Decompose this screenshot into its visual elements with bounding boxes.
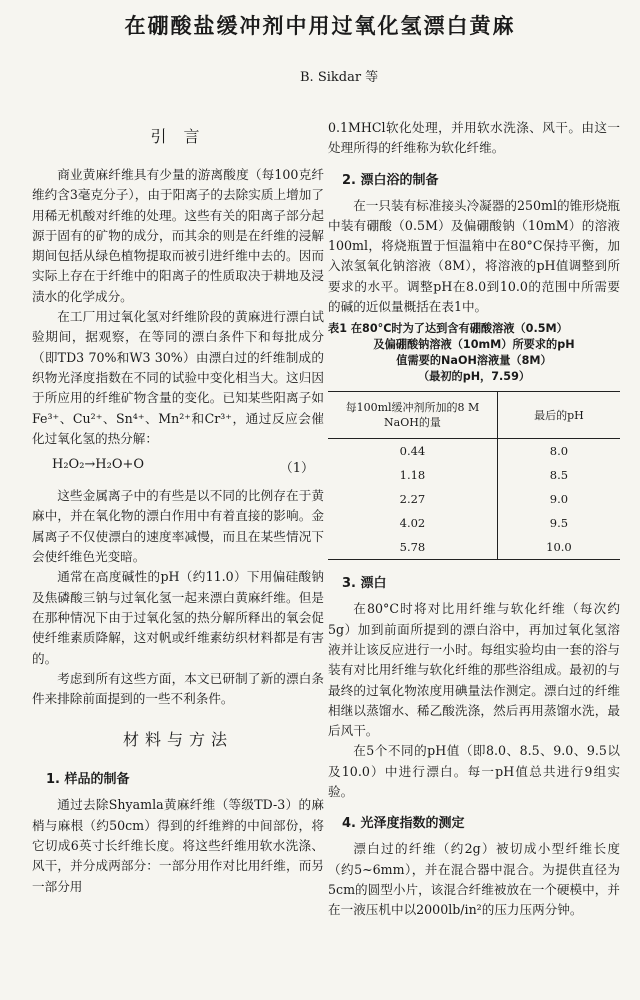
intro-paragraph-4: 通常在高度碱性的pH（约11.0）下用偏硅酸钠及焦磷酸三钠与过氧化氢一起来漂白黄麻纤维。但是在那种情况下由于过氧化氢的热分解所释出的氧会促使纤维素质降解，这对帆或纤维素纺织材料都是有害的。 [32, 569, 324, 666]
section-3-paragraph-1: 在80°C时将对比用纤维与软化纤维（每次约5g）加到前面所提到的漂白浴中，再加过氧化氢溶液并让该反应进行一小时。每组实验均由一套的浴与装有对比用纤维与软化纤维的那些浴组成。最初的与最终的过氧化物浓度用碘量法作测定。漂白过的纤维相继以蒸馏水、稀乙酸洗涤，然后再用蒸馏水洗，最后风干。 [328, 601, 620, 739]
table-row [328, 487, 620, 511]
ph-cell: 9.5 [549, 516, 569, 531]
intro-heading: 引 言 [150, 127, 206, 146]
methods-heading: 材料与方法 [122, 730, 233, 750]
table-row [328, 439, 620, 464]
intro-paragraph-1: 商业黄麻纤维具有少量的游离酸度（每100克纤维约含3毫克分子），由于阳离子的去除实质上增加了用稀无机酸对纤维的处理。这些有关的阳离子部分起源于固有的矿物的成分，而其余的则是在纤维的浸解期间包括从绿色植物提取而被引进纤维中去的。因而实际上存在于纤维中的阳离子的性质取决于耕地及浸渍水的化学成分。 [32, 167, 324, 304]
naoh-cell: 4.02 [328, 511, 497, 535]
intro-paragraph-5: 考虑到所有这些方面，本文已研制了新的漂白条件来排除前面提到的一些不利条件。 [32, 670, 324, 707]
table-row [328, 511, 620, 535]
naoh-cell: 0.44 [328, 439, 497, 464]
intro-paragraph-2: 在工厂用过氧化氢对纤维阶段的黄麻进行漂白试验期间，据观察，在等同的漂白条件下和每批成分（即TD3 70%和W3 30%）由漂白过的纤维制成的织物光泽度指数在不同的试验中变化相当大。这归因于所应用的纤维矿物含量的变化。已知某些阳离子如Fe³⁺、Cu²⁺、Sn⁴⁺、Mn²⁺和Cr³⁺，通过反应会催化过氧化氢的热分解： [32, 309, 324, 446]
caption-line: 及偏硼酸钠溶液（10mM）所要求的pH [373, 338, 575, 352]
left-column [32, 110, 324, 897]
table-row [328, 535, 620, 560]
caption-line: （最初的pH，7.59） [417, 370, 531, 384]
section-2-heading: 2. 漂白浴的制备 [342, 172, 439, 188]
table-1 [328, 391, 620, 560]
author-line: B. Sikdar 等 [300, 70, 379, 85]
naoh-cell: 5.78 [328, 535, 497, 560]
ph-cell: 10.0 [546, 540, 572, 555]
section-2-paragraph: 在一只装有标准接头冷凝器的250ml的锥形烧瓶中装有硼酸（0.5M）及偏硼酸钠（10mM）的溶液100ml，将烧瓶置于恒温箱中在80°C保持平衡，加入浓氢氧化钠溶液（8M），将溶液的pH值调整到所要求的水平。调整pH在8.0到10.0的范围中所需要的碱的近似量概括在表1中。 [328, 197, 620, 315]
ph-cell: 9.0 [549, 492, 569, 507]
section-4-heading: 4. 光泽度指数的测定 [342, 816, 465, 832]
column-header-ph: 最后的pH [497, 392, 620, 439]
ph-cell: 8.0 [549, 444, 569, 459]
equation-1 [52, 457, 314, 476]
naoh-cell: 2.27 [328, 487, 497, 511]
naoh-cell: 1.18 [328, 463, 497, 487]
table-header-row [328, 392, 620, 439]
paper-title: 在硼酸盐缓冲剂中用过氧化氢漂白黄麻 [124, 14, 516, 38]
equation-text: H₂O₂→H₂O+O [52, 457, 145, 473]
equation-number: （1） [279, 461, 314, 477]
right-column [328, 118, 620, 921]
continued-paragraph: 0.1MHCl软化处理，并用软水洗涤、风干。由这一处理所得的纤维称为软化纤维。 [328, 120, 620, 156]
table-row [328, 463, 620, 487]
section-3-paragraph-2: 在5个不同的pH值（即8.0、8.5、9.0、9.5以及10.0）中进行漂白。每一pH值总共进行9组实验。 [328, 743, 620, 800]
intro-paragraph-3: 这些金属离子中的有些是以不同的比例存在于黄麻中，并在氧化物的漂白作用中有着直接的影响。金属离子不仅使漂白的速度率减慢，而且在某些情况下会使纤维色光变暗。 [32, 488, 324, 565]
caption-line: 值需要的NaOH溶液量（8M） [396, 354, 552, 368]
ph-cell: 8.5 [549, 468, 569, 483]
section-1-heading: 1. 样品的制备 [46, 772, 130, 788]
section-4-paragraph: 漂白过的纤维（约2g）被切成小型纤维长度（约5~6mm），并在混合器中混合。为提供直径为5cm的圆型小片，该混合纤维被放在一个硬模中，并在一液压机中以2000lb/in²的压力压两分钟。 [328, 841, 620, 918]
section-1-paragraph: 通过去除Shyamla黄麻纤维（等级TD-3）的麻梢与麻根（约50cm）得到的纤维辫的中间部份，将它切成6英寸长纤维长度。将这些纤维用软水洗涤、风干，并分成两部分：一部分用作对比用纤维，而另一部分用 [32, 797, 324, 894]
section-3-heading: 3. 漂白 [342, 576, 387, 592]
column-header-naoh: 每100ml缓冲剂所加的8 M NaOH的量 [328, 392, 497, 439]
caption-line: 表1 在80°C时为了达到含有硼酸溶液（0.5M） [328, 322, 568, 336]
table-1-caption [328, 321, 620, 385]
